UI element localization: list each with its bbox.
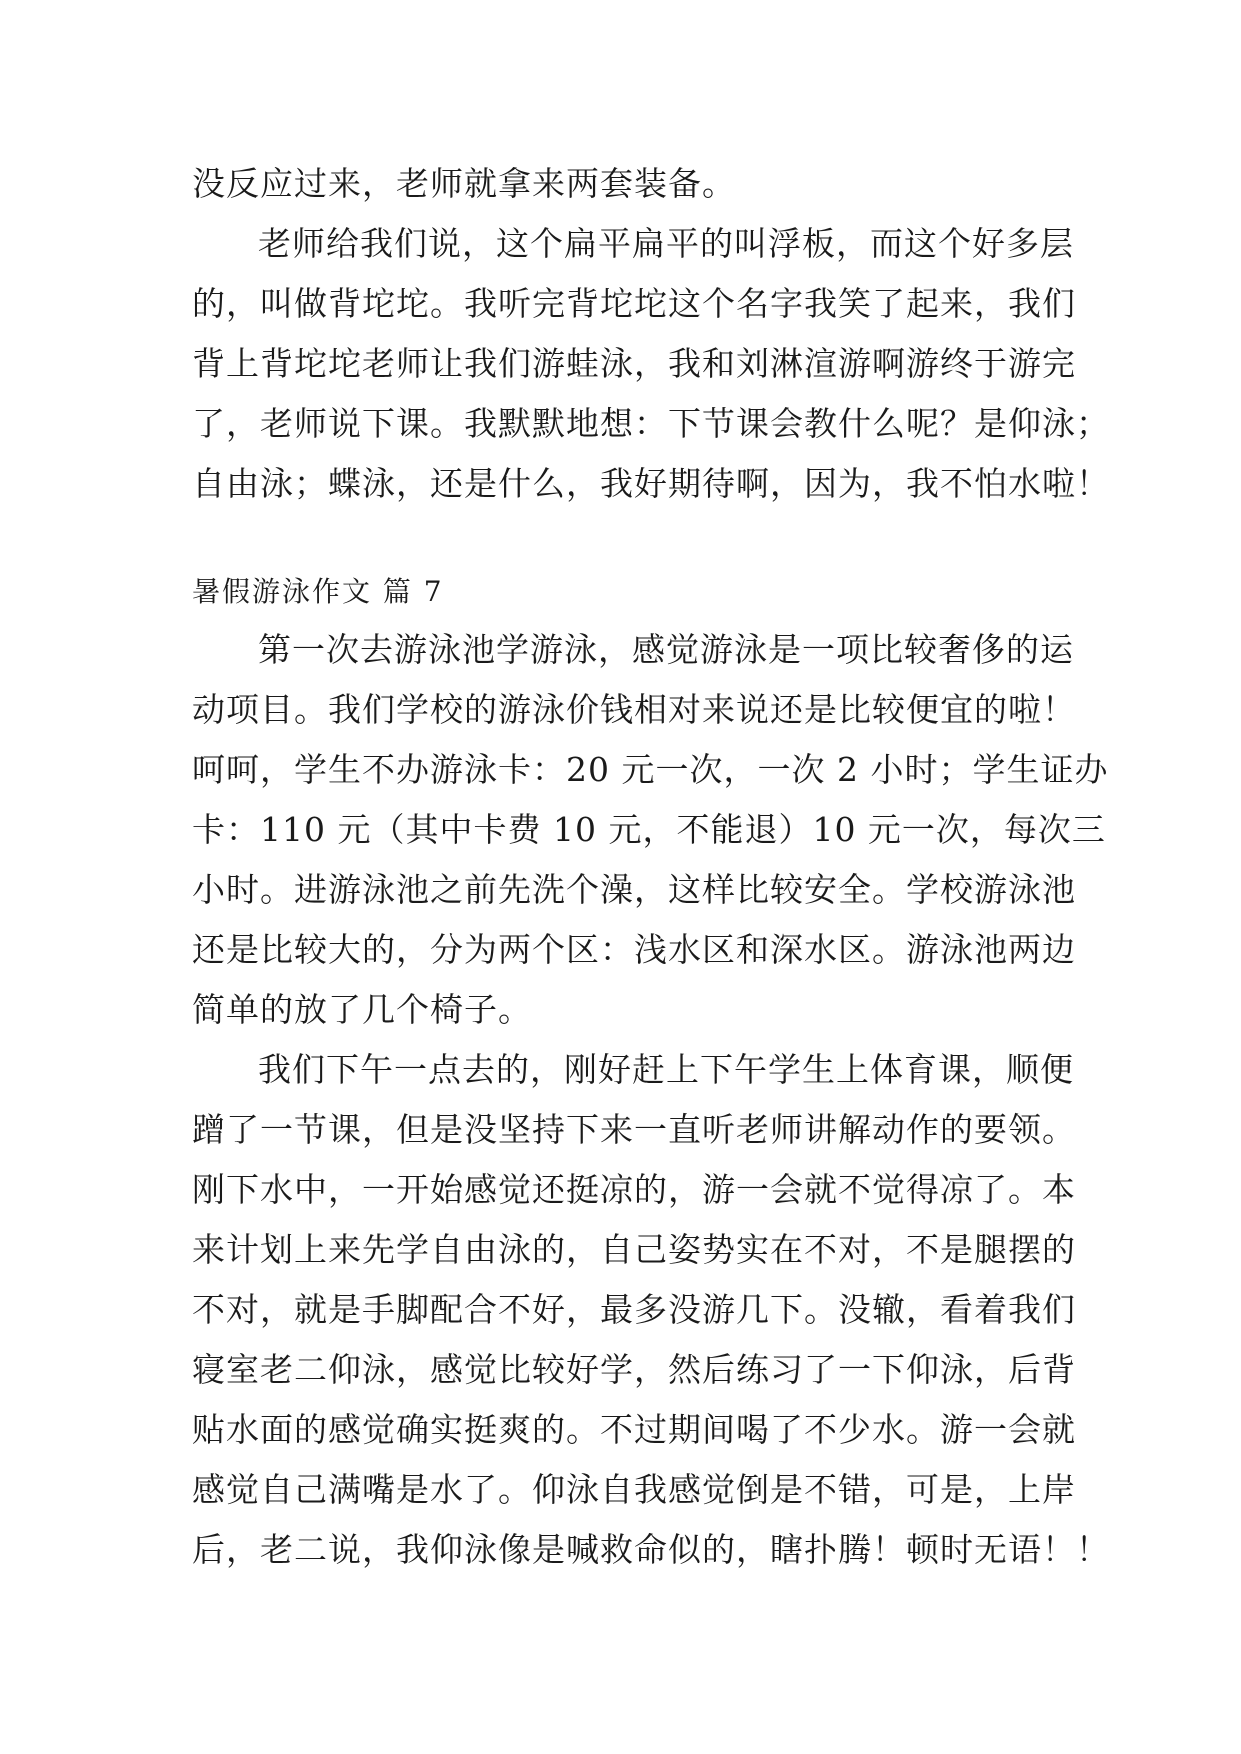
paragraph-line: 感觉自己满嘴是水了。仰泳自我感觉倒是不错，可是，上岸 — [192, 1470, 1076, 1509]
paragraph-line: 动项目。我们学校的游泳价钱相对来说还是比较便宜的啦！ — [192, 690, 1076, 729]
paragraph-line: 来计划上来先学自由泳的，自己姿势实在不对，不是腿摆的 — [192, 1230, 1076, 1269]
paragraph-line: 呵呵，学生不办游泳卡：20 元一次，一次 2 小时；学生证办 — [192, 750, 1109, 789]
paragraph-line: 小时。进游泳池之前先洗个澡，这样比较安全。学校游泳池 — [192, 870, 1076, 909]
paragraph-line: 还是比较大的，分为两个区：浅水区和深水区。游泳池两边 — [192, 930, 1076, 969]
paragraph-line: 了，老师说下课。我默默地想：下节课会教什么呢？是仰泳； — [192, 404, 1110, 443]
paragraph-line: 自由泳；蝶泳，还是什么，我好期待啊，因为，我不怕水啦！ — [192, 464, 1110, 503]
paragraph-line: 没反应过来，老师就拿来两套装备。 — [192, 164, 736, 203]
section-heading: 暑假游泳作文 篇 7 — [192, 575, 444, 608]
paragraph-line: 贴水面的感觉确实挺爽的。不过期间喝了不少水。游一会就 — [192, 1410, 1076, 1449]
paragraph-line: 刚下水中，一开始感觉还挺凉的，游一会就不觉得凉了。本 — [192, 1170, 1076, 1209]
paragraph-line: 后，老二说，我仰泳像是喊救命似的，瞎扑腾！顿时无语！！ — [192, 1530, 1110, 1569]
paragraph-line: 简单的放了几个椅子。 — [192, 990, 532, 1029]
paragraph-line: 老师给我们说，这个扁平扁平的叫浮板，而这个好多层 — [258, 224, 1074, 263]
paragraph-line: 的，叫做背坨坨。我听完背坨坨这个名字我笑了起来，我们 — [192, 284, 1076, 323]
paragraph-line: 第一次去游泳池学游泳，感觉游泳是一项比较奢侈的运 — [258, 630, 1074, 669]
paragraph-line: 我们下午一点去的，刚好赶上下午学生上体育课，顺便 — [258, 1050, 1074, 1089]
paragraph-line: 背上背坨坨老师让我们游蛙泳，我和刘淋渲游啊游终于游完 — [192, 344, 1076, 383]
paragraph-line: 不对，就是手脚配合不好，最多没游几下。没辙，看着我们 — [192, 1290, 1076, 1329]
paragraph-line: 蹭了一节课，但是没坚持下来一直听老师讲解动作的要领。 — [192, 1110, 1076, 1149]
paragraph-line: 卡：110 元（其中卡费 10 元，不能退）10 元一次，每次三 — [192, 810, 1106, 849]
paragraph-line: 寝室老二仰泳，感觉比较好学，然后练习了一下仰泳，后背 — [192, 1350, 1076, 1389]
